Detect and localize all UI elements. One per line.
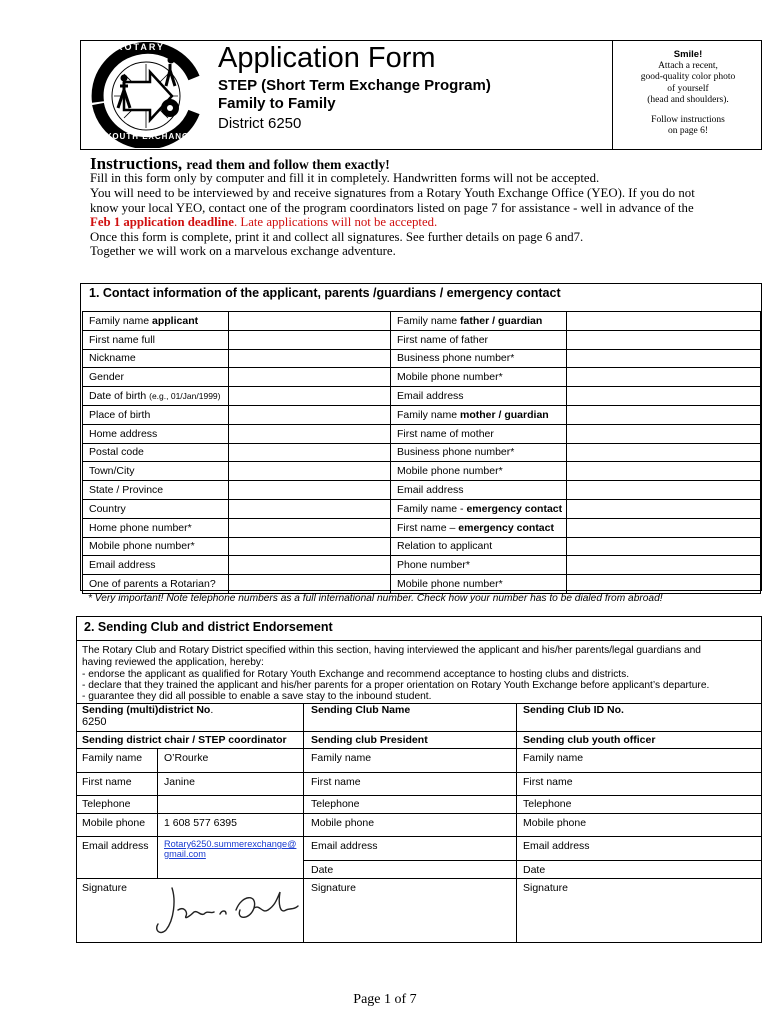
left-label-text: Home address — [89, 427, 158, 440]
right-field-label — [391, 499, 567, 518]
left-label-text: Postal code — [89, 446, 144, 459]
left-label-bold: applicant — [152, 314, 199, 327]
right-field-label — [391, 481, 567, 500]
instructions-line-4 — [90, 215, 437, 230]
chair-first-name-value[interactable]: Janine — [164, 776, 195, 788]
instructions-line-5: Once this form is complete, print it and collect all signatures. See further details on page 6 and7. — [90, 230, 584, 244]
left-field-input[interactable] — [229, 537, 391, 556]
left-label-text: Town/City — [89, 465, 135, 478]
right-label-text: First name – — [397, 521, 459, 534]
instructions-heading-sub: read them and follow them exactly! — [186, 157, 390, 172]
left-field-input[interactable] — [229, 481, 391, 500]
right-label-text: Family name — [397, 314, 461, 327]
left-field-input[interactable] — [229, 556, 391, 575]
phone-number-note: * Very important! Note telephone numbers as a full international number. Check how your number has to be dialed from abroad! — [88, 593, 663, 604]
left-field-label — [83, 537, 229, 556]
left-field-input[interactable] — [229, 405, 391, 424]
left-field-label — [83, 556, 229, 575]
photo-line-1: Attach a recent, — [658, 60, 718, 71]
right-label-text: Mobile phone number* — [397, 465, 503, 478]
chair-signature-label: Signature — [82, 882, 127, 894]
officer-mobile-label: Mobile phone — [523, 817, 587, 829]
contact-row — [83, 405, 761, 424]
right-field-input[interactable] — [567, 349, 761, 368]
president-telephone-label: Telephone — [311, 798, 360, 810]
left-field-label — [83, 443, 229, 462]
contact-row — [83, 368, 761, 387]
right-field-label — [391, 575, 567, 594]
right-label-text: Family name - — [397, 502, 467, 515]
right-field-input[interactable] — [567, 424, 761, 443]
right-label-text: First name of father — [397, 333, 489, 346]
page-title: Application Form — [218, 42, 436, 74]
youth-officer-header: Sending club youth officer — [523, 734, 656, 746]
left-label-text: Date of birth — [89, 390, 150, 403]
contact-row — [83, 481, 761, 500]
right-field-input[interactable] — [567, 481, 761, 500]
photo-line-6: on page 6! — [667, 126, 709, 136]
right-field-input[interactable] — [567, 405, 761, 424]
section1-title: 1. Contact information of the applicant, parents /guardians / emergency contact — [89, 286, 561, 300]
photo-line-3: of yourself — [667, 83, 709, 94]
right-field-label — [391, 462, 567, 481]
left-label-text: Country — [89, 502, 126, 515]
s2-line-7 — [76, 836, 762, 837]
left-field-input[interactable] — [229, 424, 391, 443]
left-label-text: Place of birth — [89, 408, 151, 421]
contact-row — [83, 462, 761, 481]
right-field-input[interactable] — [567, 556, 761, 575]
right-field-label — [391, 312, 567, 331]
chair-email-link-2[interactable]: gmail.com — [164, 849, 206, 859]
photo-line-2: good-quality color photo — [640, 72, 736, 82]
instructions-line-2: You will need to be interviewed by and receive signatures from a Rotary Youth Exchange Office (YEO). If you do not — [90, 186, 695, 200]
right-field-input[interactable] — [567, 499, 761, 518]
right-field-input[interactable] — [567, 537, 761, 556]
photo-line-5: Follow instructions — [651, 114, 725, 125]
photo-line-4: (head and shoulders). — [647, 95, 729, 105]
endorsement-text-3: - endorse the applicant as qualified for Rotary Youth Exchange and recommend acceptance to hosting clubs and districts. — [82, 669, 630, 680]
left-field-label — [83, 575, 229, 594]
right-field-label — [391, 405, 567, 424]
left-label-text: Mobile phone number* — [89, 540, 195, 553]
contact-row — [83, 518, 761, 537]
sending-district-value[interactable]: 6250 — [82, 716, 107, 728]
photo-box[interactable] — [612, 40, 763, 150]
chair-family-name-value[interactable]: O’Rourke — [164, 752, 209, 764]
s2-line-4 — [76, 772, 762, 773]
endorsement-text-1: The Rotary Club and Rotary District specified within this section, having interviewed the applicant and his/her parents/legal guardians and — [82, 645, 701, 656]
left-field-input[interactable] — [229, 349, 391, 368]
right-label-text: Family name — [397, 408, 461, 421]
right-field-label — [391, 387, 567, 406]
president-family-name-label: Family name — [311, 752, 372, 764]
left-label-text: Email address — [89, 559, 156, 572]
right-field-input[interactable] — [567, 462, 761, 481]
left-field-input[interactable] — [229, 368, 391, 387]
logo-text-bottom: YOUTH EXCHANGE — [106, 132, 196, 141]
right-field-label — [391, 368, 567, 387]
left-field-label — [83, 387, 229, 406]
signature-icon — [150, 880, 310, 940]
chair-family-name-label: Family name — [82, 752, 143, 764]
right-field-input[interactable] — [567, 368, 761, 387]
sending-district-label — [82, 704, 213, 716]
officer-date-label: Date — [523, 864, 546, 876]
left-field-input[interactable] — [229, 462, 391, 481]
endorsement-text-5: - guarantee they did all possible to enable a save stay to the inbound student. — [82, 691, 432, 702]
instructions-heading-main: Instructions, — [90, 154, 183, 173]
chair-mobile-label: Mobile phone — [82, 817, 146, 829]
right-label-text: Mobile phone number* — [397, 578, 503, 591]
chair-telephone-label: Telephone — [82, 798, 131, 810]
sending-district-label-dot: . — [210, 704, 214, 716]
chair-email-link-1[interactable]: Rotary6250.summerexchange@ — [164, 839, 297, 849]
sending-club-id-label: Sending Club ID No. — [523, 704, 624, 716]
s2-vline-1 — [157, 748, 158, 878]
left-field-label — [83, 481, 229, 500]
chair-mobile-value[interactable]: 1 608 577 6395 — [164, 817, 237, 829]
right-field-label — [391, 330, 567, 349]
officer-signature-label: Signature — [523, 882, 568, 894]
left-field-input[interactable] — [229, 518, 391, 537]
left-field-input[interactable] — [229, 330, 391, 349]
left-label-text: One of parents a Rotarian? — [89, 578, 216, 591]
right-field-input[interactable] — [567, 443, 761, 462]
right-label-text: Relation to applicant — [397, 540, 493, 553]
officer-family-name-label: Family name — [523, 752, 584, 764]
instructions-line-3: know your local YEO, contact one of the program coordinators listed on page 7 for assistance - well in advance of the — [90, 201, 694, 215]
s2-line-9 — [76, 878, 762, 879]
right-label-bold: mother / guardian — [460, 408, 549, 421]
contact-row — [83, 537, 761, 556]
left-field-label — [83, 405, 229, 424]
left-field-label — [83, 330, 229, 349]
president-mobile-label: Mobile phone — [311, 817, 375, 829]
contact-row — [83, 556, 761, 575]
left-label-text: Family name — [89, 314, 153, 327]
right-field-input[interactable] — [567, 330, 761, 349]
left-label-text: Home phone number* — [89, 521, 192, 534]
right-field-input[interactable] — [567, 575, 761, 594]
left-field-input[interactable] — [229, 387, 391, 406]
instructions-line-1: Fill in this form only by computer and fill it in completely. Handwritten forms will not be accepted. — [90, 171, 600, 185]
left-label-text: State / Province — [89, 484, 164, 497]
endorsement-text-4: - declare that they trained the applicant and his/her parents for a proper orientation on Rotary Youth Exchange before applicant’s departure. — [82, 680, 710, 691]
chair-first-name-label: First name — [82, 776, 132, 788]
right-label-text: Mobile phone number* — [397, 371, 503, 384]
sending-club-label: Sending Club Name — [311, 704, 411, 716]
s2-line-5 — [76, 795, 762, 796]
officer-telephone-label: Telephone — [523, 798, 572, 810]
right-label-text: Business phone number* — [397, 352, 515, 365]
program-name: STEP (Short Term Exchange Program) — [218, 77, 491, 94]
right-field-input[interactable] — [567, 312, 761, 331]
right-field-label — [391, 443, 567, 462]
s2-line-6 — [76, 813, 762, 814]
left-field-label — [83, 424, 229, 443]
left-field-label — [83, 312, 229, 331]
instructions-line-6: Together we will work on a marvelous exchange adventure. — [90, 244, 396, 258]
contact-row — [83, 499, 761, 518]
late-notice: . Late applications will not be accepted. — [233, 215, 438, 229]
right-label-text: Email address — [397, 390, 464, 403]
president-signature-label: Signature — [311, 882, 356, 894]
right-label-text: Business phone number* — [397, 446, 515, 459]
logo-text-top: ROTARY — [116, 42, 165, 52]
left-field-label — [83, 462, 229, 481]
left-field-input[interactable] — [229, 312, 391, 331]
right-label-text: Phone number* — [397, 559, 470, 572]
president-email-label: Email address — [311, 840, 378, 852]
photo-heading: Smile! — [673, 49, 703, 60]
right-field-label — [391, 537, 567, 556]
chair-email-label: Email address — [82, 840, 149, 852]
contact-row — [83, 330, 761, 349]
right-label-bold: emergency contact — [466, 502, 563, 515]
date-format-hint: (e.g., 01/Jan/1999) — [149, 391, 221, 402]
rotary-youth-exchange-logo — [84, 42, 210, 148]
left-label-text: First name full — [89, 333, 155, 346]
president-date-label: Date — [311, 864, 334, 876]
endorsement-text-2: having reviewed the application, hereby: — [82, 657, 264, 668]
right-field-input[interactable] — [567, 387, 761, 406]
left-label-text: Gender — [89, 371, 125, 384]
section2-title: 2. Sending Club and district Endorsement — [84, 620, 333, 634]
chair-email-value[interactable] — [164, 839, 296, 859]
right-field-label — [391, 556, 567, 575]
right-label-bold: father / guardian — [460, 314, 543, 327]
right-field-label — [391, 518, 567, 537]
page-number: Page 1 of 7 — [353, 992, 417, 1007]
left-field-label — [83, 499, 229, 518]
handwritten-signature — [150, 880, 310, 940]
right-field-label — [391, 349, 567, 368]
club-president-header: Sending club President — [311, 734, 428, 746]
left-field-input[interactable] — [229, 499, 391, 518]
president-first-name-label: First name — [311, 776, 361, 788]
s2-line-8 — [303, 860, 762, 861]
s2-line-2 — [76, 731, 762, 732]
right-field-input[interactable] — [567, 518, 761, 537]
right-label-bold: emergency contact — [458, 521, 554, 534]
left-field-input[interactable] — [229, 575, 391, 594]
s2-line-3 — [76, 748, 762, 749]
left-field-label — [83, 349, 229, 368]
left-field-label — [83, 518, 229, 537]
sending-district-label-text: Sending (multi)district No — [82, 704, 211, 716]
deadline-text: Feb 1 application deadline — [90, 215, 234, 229]
contact-row — [83, 443, 761, 462]
officer-email-label: Email address — [523, 840, 590, 852]
district-label: District 6250 — [218, 115, 302, 132]
left-field-input[interactable] — [229, 443, 391, 462]
section2-title-divider — [76, 640, 762, 641]
contact-table — [82, 311, 761, 594]
left-field-label — [83, 368, 229, 387]
left-label-text: Nickname — [89, 352, 136, 365]
right-label-text: First name of mother — [397, 427, 494, 440]
contact-row — [83, 312, 761, 331]
s2-vline-3 — [516, 703, 517, 943]
contact-row — [83, 575, 761, 594]
right-label-text: Email address — [397, 484, 464, 497]
officer-first-name-label: First name — [523, 776, 573, 788]
contact-row — [83, 349, 761, 368]
program-type: Family to Family — [218, 95, 336, 112]
right-field-label — [391, 424, 567, 443]
contact-row — [83, 387, 761, 406]
contact-row — [83, 424, 761, 443]
district-chair-header: Sending district chair / STEP coordinator — [82, 734, 287, 746]
